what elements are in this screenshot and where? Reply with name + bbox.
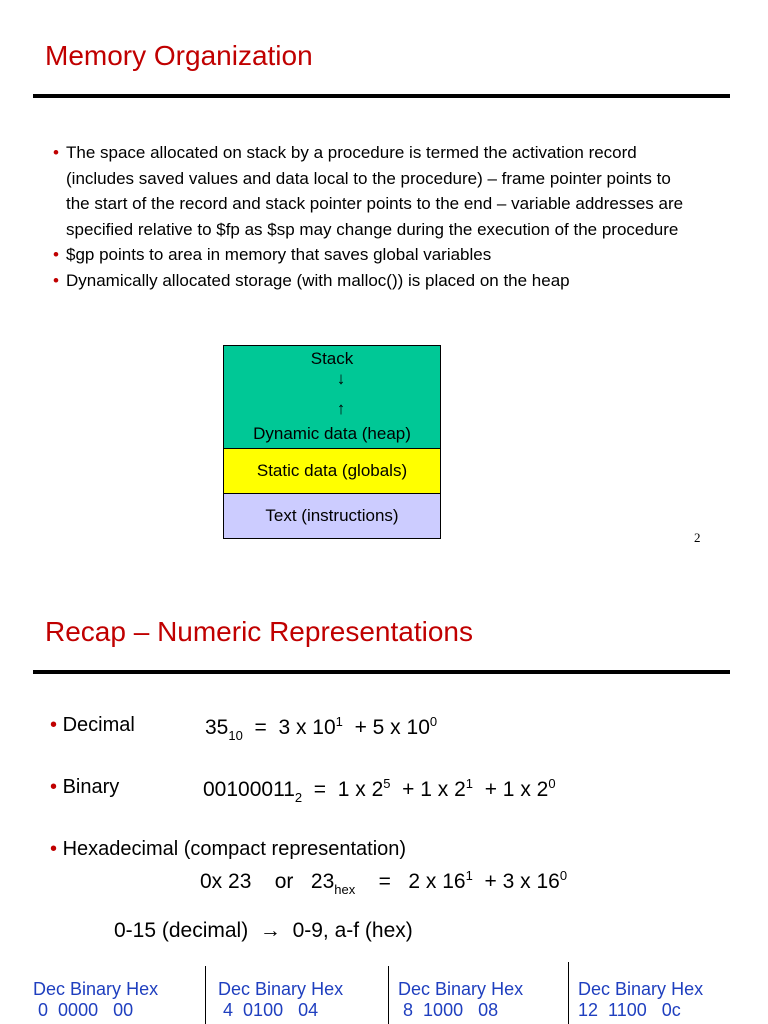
slide1-title: Memory Organization: [45, 40, 313, 71]
table-header: Dec Binary Hex: [578, 979, 704, 999]
table-divider: [388, 966, 389, 1024]
title-divider: [33, 94, 730, 98]
table-header: Dec Binary Hex: [398, 979, 524, 999]
slide2-title: Recap – Numeric Representations: [45, 616, 473, 647]
table-row: 4 0100 04: [223, 1000, 319, 1020]
bullet-dot-icon: •: [50, 838, 58, 860]
table-divider: [568, 962, 569, 1024]
right-arrow-icon: →: [259, 919, 281, 942]
binary-expression: $00100011_2 = 1$ x $2^5 + 1$ x $2^1 + 1$ x $2^0$: [203, 776, 556, 805]
page-number: 2: [694, 530, 701, 545]
table-row: 12 1100 0c: [578, 1000, 681, 1020]
hex-expression: 0x 23 or $23_{hex}$ = 2 x $16^1 + 3$ x $16^0$: [200, 868, 568, 897]
table-row: 0 0000 00: [38, 1000, 134, 1020]
binary-row-label: • Binary: [50, 776, 120, 798]
heap-up-arrow-icon: ↑: [336, 399, 346, 418]
stack-label: Stack: [310, 349, 354, 368]
table-header: Dec Binary Hex: [218, 979, 344, 999]
bullet-dot-icon: •: [53, 270, 59, 290]
bullet-dot-icon: •: [53, 143, 59, 162]
bullet-item: • Dynamically allocated storage (with malloc()) is placed on the heap: [45, 268, 695, 294]
conversion-table-group-2: [218, 979, 343, 1021]
decimal-row-label: • Decimal: [50, 714, 135, 736]
stack-down-arrow-icon: ↓: [336, 369, 346, 388]
conversion-table-group-3: [398, 979, 523, 1021]
static-data-region: [223, 448, 441, 494]
bullet-dot-icon: •: [53, 245, 59, 264]
bullet-list: [45, 140, 695, 293]
title-divider: [33, 670, 730, 674]
table-divider: [205, 966, 206, 1024]
bullet-item: • The space allocated on stack by a procedure is termed the activation record (includes saved values and data local to the procedure) – frame pointer points to the start of the record and stack pointer points to the end – variable addresses are specified relative to $fp as $sp may change during the execution of the procedure: [45, 140, 695, 242]
conversion-table-group-4: [578, 979, 703, 1021]
hex-row-label: • Hexadecimal (compact representation): [50, 838, 407, 860]
range-line: 0-15 (decimal) → 0-9, a-f (hex): [114, 919, 413, 942]
dynamic-data-region: [223, 345, 441, 449]
text-instructions-label: Text (instructions): [265, 506, 399, 525]
static-data-label: Static data (globals): [256, 461, 408, 480]
bullet-dot-icon: •: [50, 776, 58, 798]
conversion-table-group-1: [33, 979, 158, 1021]
bullet-item: • $gp points to area in memory that saves global variables: [45, 242, 695, 268]
decimal-expression: $35_{10} = 3$ x $10^1 + 5$ x $10^0$: [205, 714, 438, 743]
heap-label: Dynamic data (heap): [253, 424, 411, 443]
bullet-dot-icon: •: [50, 714, 58, 736]
table-row: 8 1000 08: [403, 1000, 499, 1020]
table-header: Dec Binary Hex: [33, 979, 159, 999]
text-region: [223, 493, 441, 539]
